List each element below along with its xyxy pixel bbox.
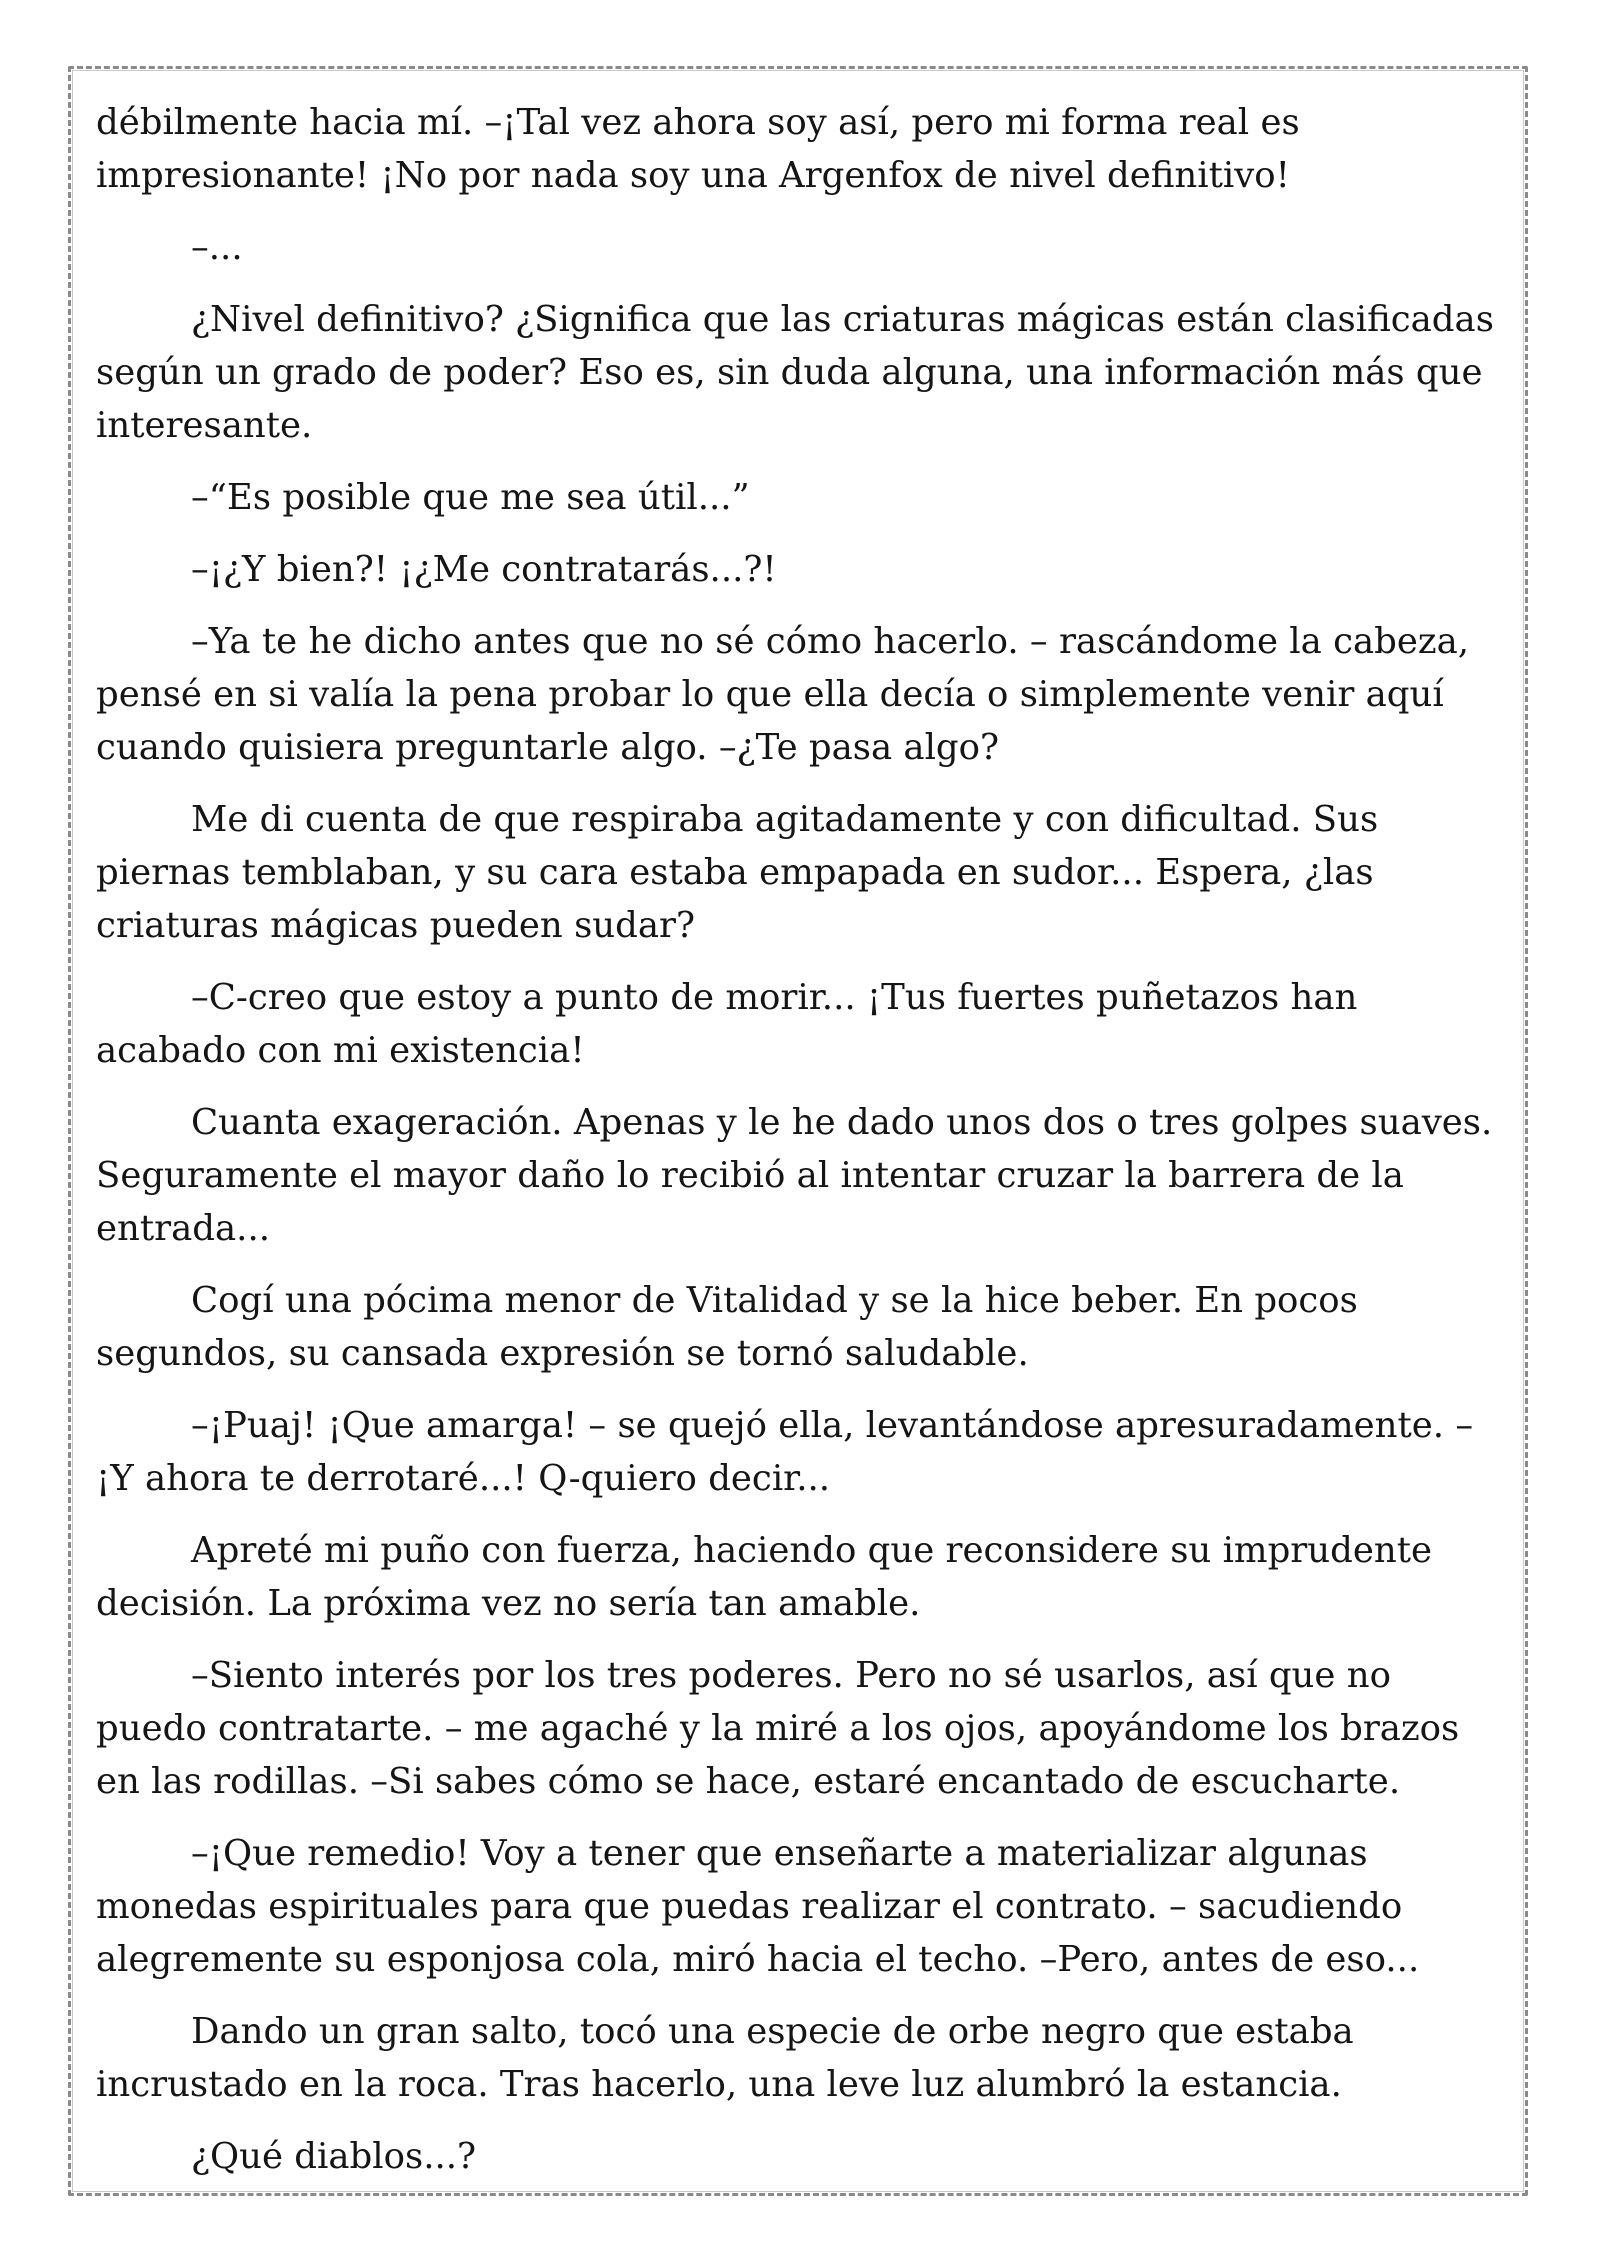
paragraph: –¡Puaj! ¡Que amarga! – se quejó ella, levantándose apresuradamente. –¡Y ahora te derrotaré...! Q-quiero decir...: [96, 1405, 1474, 1499]
paragraph: –“Es posible que me sea útil...”: [191, 477, 750, 518]
document-body: [96, 96, 1506, 2202]
paragraph: Apreté mi puño con fuerza, haciendo que reconsidere su imprudente decisión. La próxima vez no sería tan amable.: [96, 1530, 1433, 1624]
paragraph: Me di cuenta de que respiraba agitadamente y con dificultad. Sus piernas temblaban, y su cara estaba empapada en sudor... Espera, ¿las criaturas mágicas pueden sudar?: [96, 799, 1379, 946]
paragraph: –¡¿Y bien?! ¡¿Me contratarás...?!: [191, 549, 777, 590]
paragraph: –¡Que remedio! Voy a tener que enseñarte a materializar algunas monedas espirituales para que puedas realizar el contrato. – sacudiendo alegremente su esponjosa cola, miró hacia el techo. –Pero, antes de eso...: [96, 1833, 1420, 1980]
paragraph: débilmente hacia mí. –¡Tal vez ahora soy así, pero mi forma real es impresionante! ¡No por nada soy una Argenfox de nivel definitivo!: [96, 102, 1300, 196]
paragraph: –Ya te he dicho antes que no sé cómo hacerlo. – rascándome la cabeza, pensé en si valía la pena probar lo que ella decía o simplemente venir aquí cuando quisiera preguntarle algo. –¿Te pasa algo?: [96, 621, 1470, 768]
paragraph: Cogí una pócima menor de Vitalidad y se la hice beber. En pocos segundos, su cansada expresión se tornó saludable.: [96, 1280, 1358, 1374]
paragraph: Dando un gran salto, tocó una especie de orbe negro que estaba incrustado en la roca. Tras hacerlo, una leve luz alumbró la estancia.: [96, 2011, 1354, 2105]
paragraph: –...: [191, 227, 243, 268]
paragraph: ¿Qué diablos...?: [191, 2136, 477, 2177]
paragraph: –C-creo que estoy a punto de morir... ¡Tus fuertes puñetazos han acabado con mi existencia!: [96, 977, 1358, 1071]
paragraph: –Siento interés por los tres poderes. Pero no sé usarlos, así que no puedo contratarte. – me agaché y la miré a los ojos, apoyándome los brazos en las rodillas. –Si sabes cómo se hace, estaré encantado de escucharte.: [96, 1655, 1460, 1802]
paragraph: Cuanta exageración. Apenas y le he dado unos dos o tres golpes suaves. Seguramente el mayor daño lo recibió al intentar cruzar la barrera de la entrada...: [96, 1102, 1493, 1249]
paragraph: ¿Nivel definitivo? ¿Significa que las criaturas mágicas están clasificadas según un grado de poder? Eso es, sin duda alguna, una información más que interesante.: [96, 299, 1494, 446]
